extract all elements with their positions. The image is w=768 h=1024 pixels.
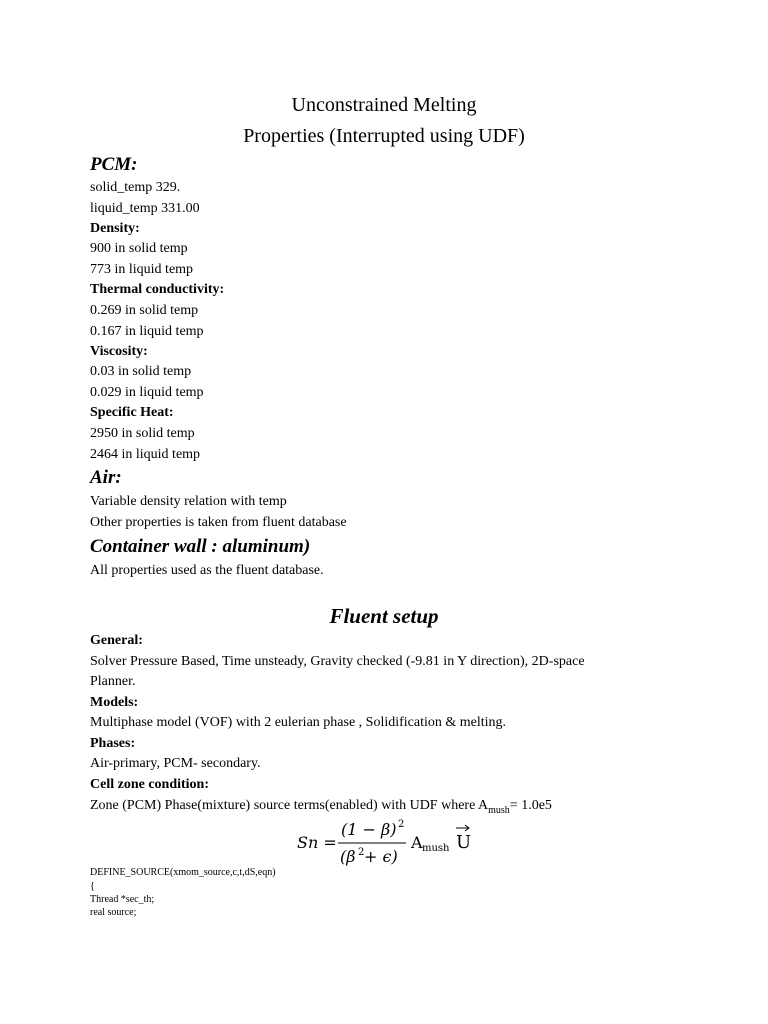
equation-a-sub: mush xyxy=(422,843,450,854)
density-solid: 900 in solid temp xyxy=(90,241,188,256)
general-label: General: xyxy=(90,633,143,648)
thermal-liquid: 0.167 in liquid temp xyxy=(90,324,204,339)
pcm-liquid-temp: liquid_temp 331.00 xyxy=(90,201,200,216)
source-equation xyxy=(0,814,768,870)
viscosity-label: Viscosity: xyxy=(90,344,148,359)
document-title-line2: Properties (Interrupted using UDF) xyxy=(243,125,525,147)
container-line1: All properties used as the fluent database. xyxy=(90,563,324,578)
models-line: Multiphase model (VOF) with 2 eulerian phase , Solidification & melting. xyxy=(90,715,507,730)
cell-zone-text: Zone (PCM) Phase(mixture) source terms(enabled) with UDF where A xyxy=(90,798,489,813)
equation-a: A xyxy=(411,833,423,852)
air-line2: Other properties is taken from fluent database xyxy=(90,515,347,530)
pcm-solid-temp: solid_temp 329. xyxy=(90,180,181,195)
cell-zone-subscript: mush xyxy=(488,804,510,816)
general-line1: Solver Pressure Based, Time unsteady, Gravity checked (-9.81 in Y direction), 2D-space xyxy=(90,654,585,669)
code-line2: { xyxy=(90,881,95,892)
viscosity-solid: 0.03 in solid temp xyxy=(90,364,192,379)
specific-heat-liquid: 2464 in liquid temp xyxy=(90,447,201,462)
equation-numerator: (1 − β) xyxy=(341,820,397,839)
code-line4: real source; xyxy=(90,907,137,918)
code-line3: Thread *sec_th; xyxy=(90,894,155,905)
equation-u: U xyxy=(456,832,472,853)
air-line1: Variable density relation with temp xyxy=(90,494,287,509)
equation-denominator-exp: 2 xyxy=(358,847,365,858)
air-heading: Air: xyxy=(90,467,122,488)
general-line2: Planner. xyxy=(90,674,136,689)
code-line1: DEFINE_SOURCE(xmom_source,c,t,dS,eqn) xyxy=(90,867,276,878)
viscosity-liquid: 0.029 in liquid temp xyxy=(90,385,204,400)
cell-zone-label: Cell zone condition: xyxy=(90,777,209,792)
thermal-solid: 0.269 in solid temp xyxy=(90,303,199,318)
document-title-line1: Unconstrained Melting xyxy=(291,94,477,116)
equation-denominator-rest: + ϵ) xyxy=(364,847,398,866)
pcm-heading: PCM: xyxy=(90,154,138,175)
density-liquid: 773 in liquid temp xyxy=(90,262,194,277)
models-label: Models: xyxy=(90,695,139,710)
equation-numerator-exp: 2 xyxy=(398,819,405,830)
specific-heat-label: Specific Heat: xyxy=(90,405,174,420)
phases-label: Phases: xyxy=(90,736,136,751)
density-label: Density: xyxy=(90,221,140,236)
cell-zone-value: = 1.0e5 xyxy=(509,798,552,813)
fluent-setup-heading: Fluent setup xyxy=(329,604,439,628)
container-heading: Container wall : aluminum) xyxy=(90,536,311,557)
thermal-conductivity-label: Thermal conductivity: xyxy=(90,282,225,297)
phases-line: Air-primary, PCM- secondary. xyxy=(90,756,261,771)
equation-denominator: (β xyxy=(340,847,356,866)
specific-heat-solid: 2950 in solid temp xyxy=(90,426,195,441)
equation-lhs: Sn = xyxy=(297,833,337,852)
